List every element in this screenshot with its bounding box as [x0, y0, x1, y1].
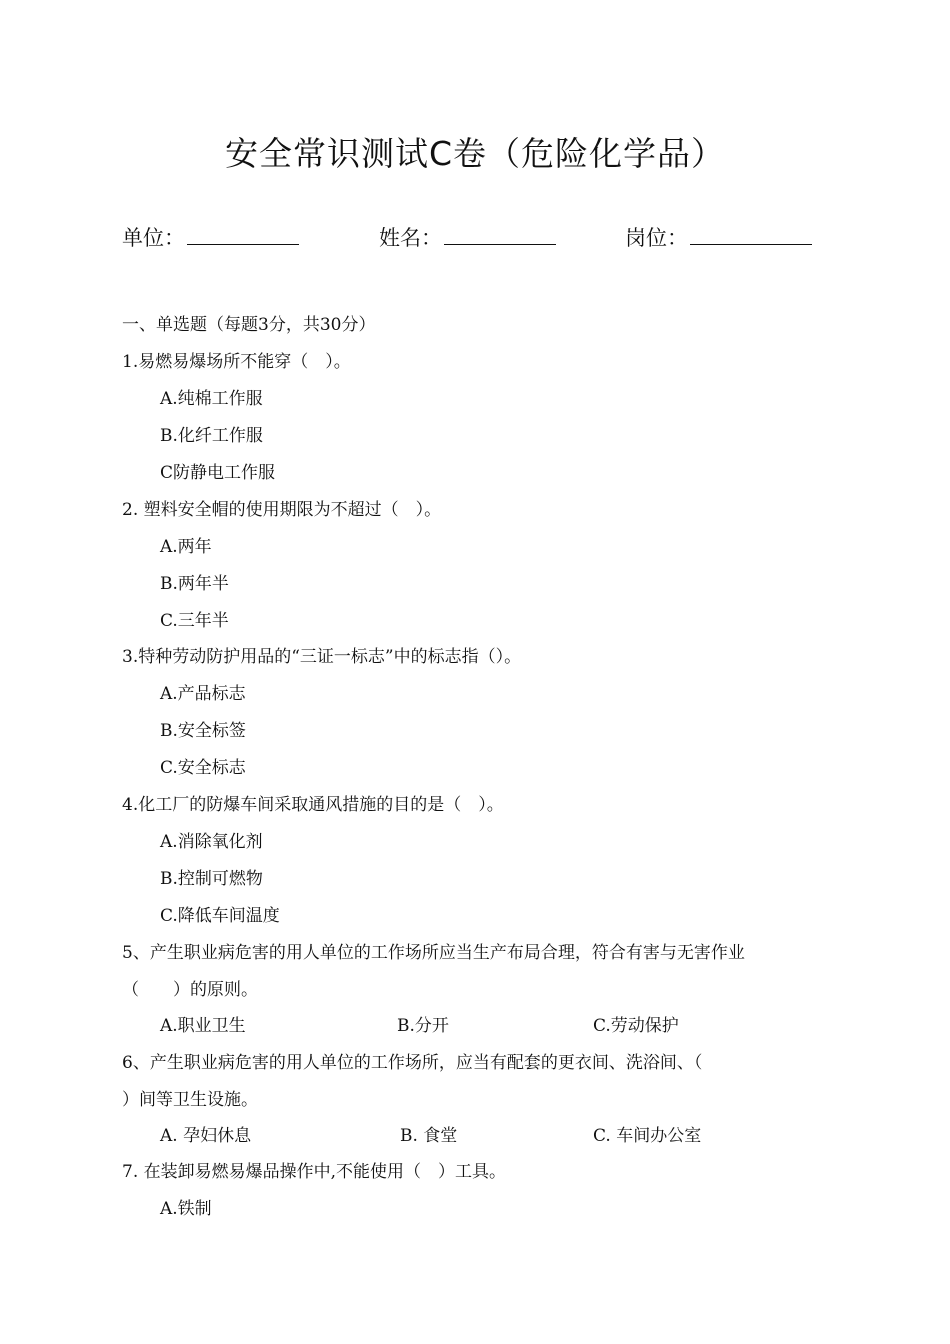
- q6-option-c[interactable]: C. 车间办公室: [593, 1126, 702, 1146]
- question-5-line-1: 5、产生职业病危害的用人单位的工作场所应当生产布局合理，符合有害与无害作业: [122, 943, 745, 963]
- q3-option-b[interactable]: B.安全标签: [160, 721, 246, 741]
- question-2: 2. 塑料安全帽的使用期限为不超过（ ）。: [122, 500, 442, 520]
- q5-option-c[interactable]: C.劳动保护: [593, 1016, 679, 1036]
- info-fields: [122, 222, 822, 254]
- q7-option-a[interactable]: A.铁制: [160, 1199, 212, 1219]
- q6-option-a[interactable]: A. 孕妇休息: [160, 1126, 252, 1146]
- q5-option-b[interactable]: B.分开: [397, 1016, 449, 1036]
- q2-option-a[interactable]: A.两年: [160, 537, 212, 557]
- unit-blank[interactable]: [187, 222, 299, 245]
- q5-option-a[interactable]: A.职业卫生: [160, 1016, 246, 1036]
- question-6-line-2: ）间等卫生设施。: [122, 1090, 258, 1110]
- unit-label: 单位：: [122, 226, 185, 250]
- q6-option-b[interactable]: B. 食堂: [400, 1126, 458, 1146]
- q1-option-a[interactable]: A.纯棉工作服: [160, 389, 263, 409]
- name-blank[interactable]: [444, 222, 556, 245]
- question-5-line-2: （ ）的原则。: [122, 980, 258, 1000]
- name-field[interactable]: [379, 222, 556, 252]
- q4-option-c[interactable]: C.降低车间温度: [160, 906, 280, 926]
- q1-option-c[interactable]: C防静电工作服: [160, 463, 276, 483]
- unit-field[interactable]: [122, 222, 299, 252]
- page-title: 安全常识测试C卷（危险化学品）: [224, 134, 726, 173]
- q3-option-c[interactable]: C.安全标志: [160, 758, 246, 778]
- question-7: 7. 在装卸易燃易爆品操作中,不能使用（ ）工具。: [122, 1162, 507, 1182]
- q3-option-a[interactable]: A.产品标志: [160, 684, 246, 704]
- q2-option-c[interactable]: C.三年半: [160, 611, 229, 631]
- section-heading: 一、单选题（每题3分，共30分）: [122, 315, 376, 335]
- name-label: 姓名：: [379, 226, 442, 250]
- post-blank[interactable]: [690, 222, 812, 245]
- q4-option-b[interactable]: B.控制可燃物: [160, 869, 263, 889]
- question-6-line-1: 6、产生职业病危害的用人单位的工作场所，应当有配套的更衣间、洗浴间、（: [122, 1053, 703, 1073]
- question-4: 4.化工厂的防爆车间采取通风措施的目的是（ ）。: [122, 795, 504, 815]
- post-field[interactable]: [625, 222, 812, 252]
- q1-option-b[interactable]: B.化纤工作服: [160, 426, 263, 446]
- q2-option-b[interactable]: B.两年半: [160, 574, 229, 594]
- post-label: 岗位：: [625, 226, 688, 250]
- q4-option-a[interactable]: A.消除氧化剂: [160, 832, 263, 852]
- question-1: 1.易燃易爆场所不能穿（ ）。: [122, 352, 351, 372]
- question-3: 3.特种劳动防护用品的“三证一标志”中的标志指（）。: [122, 647, 522, 667]
